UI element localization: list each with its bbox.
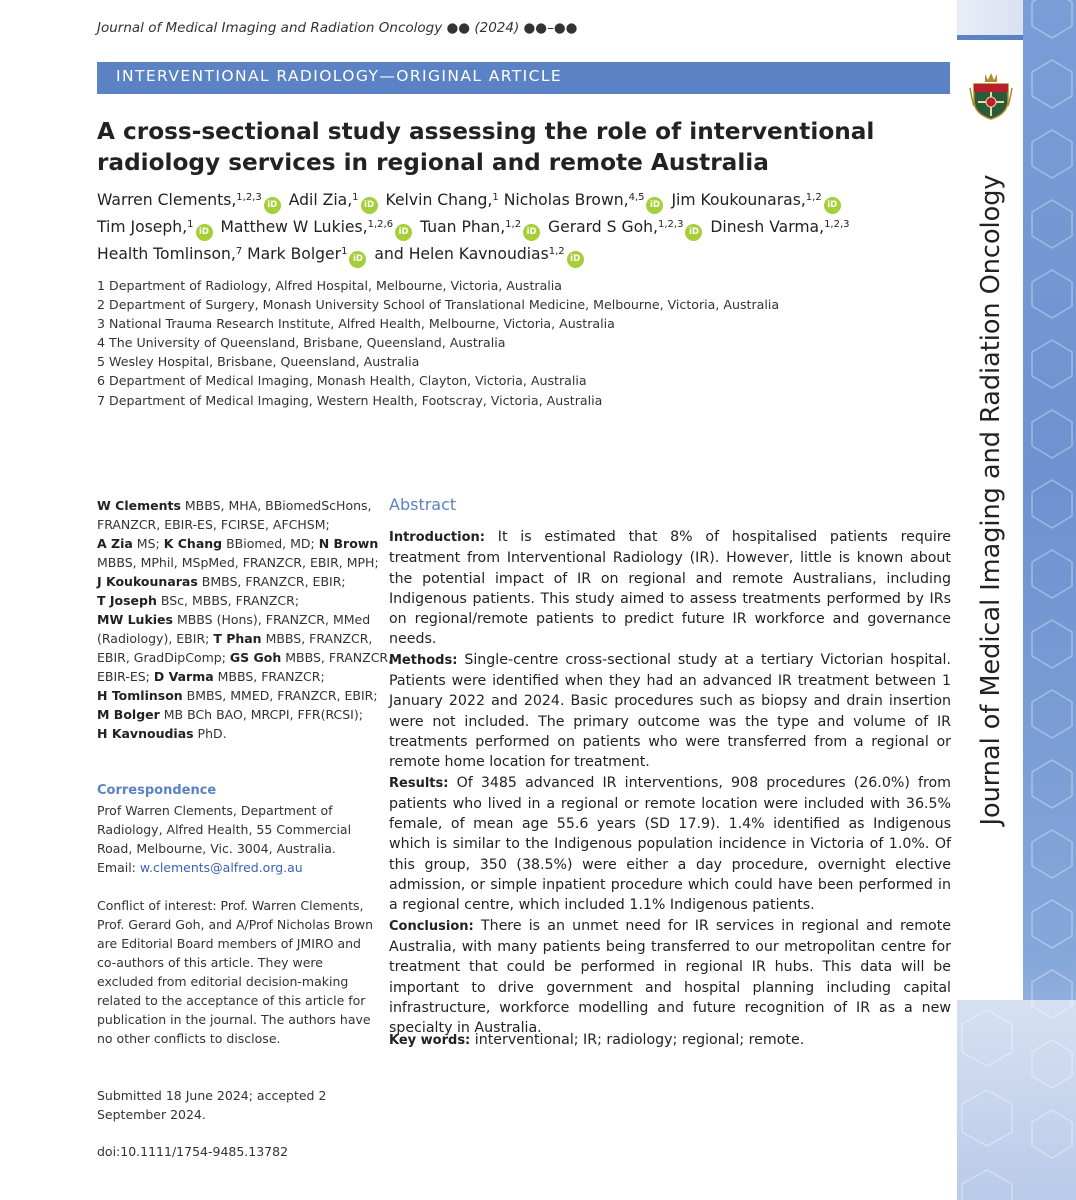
qualification-line: W Clements MBBS, MHA, BBiomedScHons, bbox=[97, 498, 372, 513]
abstract-section-label: Introduction: bbox=[389, 530, 485, 545]
submission-dates: Submitted 18 June 2024; accepted 2 September 2024. bbox=[97, 1088, 327, 1122]
affiliation: 6 Department of Medical Imaging, Monash Health, Clayton, Victoria, Australia bbox=[97, 373, 587, 389]
author: Nicholas Brown,$^{4,5}$iD bbox=[504, 191, 667, 209]
section-label-bar: INTERVENTIONAL RADIOLOGY—ORIGINAL ARTICLE bbox=[97, 62, 950, 94]
qualification-line: A Zia MS; K Chang BBiomed, MD; N Brown bbox=[97, 536, 379, 551]
abstract-body bbox=[389, 527, 951, 1038]
affiliation-list bbox=[97, 276, 957, 410]
abstract-section-label: Results: bbox=[389, 775, 449, 791]
abstract-methods: Methods: Single-centre cross-sectional study at a tertiary Victorian hospital. Patients were identified when they had an advanced IR treatment between 1 January 2022 and 2024. Basic procedures such as biopsy and drain insertion were not included. The primary outcome was the type and volume of IR treatments performed on patients who were transferred from a regional or remote home location for treatment. bbox=[389, 651, 951, 771]
article-title: A cross-sectional study assessing the role of interventional radiology services in regional and remote Australia bbox=[97, 118, 875, 176]
author: Tim Joseph,$^1$iD bbox=[97, 218, 216, 236]
qualification-line: MBBS, MPhil, MSpMed, FRANZCR, EBIR, MPH; bbox=[97, 555, 379, 570]
orcid-icon[interactable]: iD bbox=[361, 197, 378, 214]
author: Matthew W Lukies,$^{1,2,6}$iD bbox=[220, 218, 415, 236]
abstract-heading: Abstract bbox=[389, 495, 457, 514]
abstract-section-label: Methods: bbox=[389, 652, 458, 668]
orcid-icon[interactable]: iD bbox=[395, 224, 412, 241]
orcid-icon[interactable]: iD bbox=[264, 197, 281, 214]
author: Tuan Phan,$^{1,2}$iD bbox=[420, 218, 543, 236]
orcid-icon[interactable]: iD bbox=[685, 224, 702, 241]
qualification-line: FRANZCR, EBIR-ES, FCIRSE, AFCHSM; bbox=[97, 517, 330, 532]
college-crest-icon bbox=[968, 70, 1014, 120]
qualification-line: (Radiology), EBIR; T Phan MBBS, FRANZCR, bbox=[97, 631, 373, 646]
conflict-of-interest: Conflict of interest: Prof. Warren Clements, Prof. Gerard Goh, and A/Prof Nicholas Brown are Editorial Board members of JMIRO and co-authors of this article. They were excluded from editorial decision-making related to the acceptance of this article for publication in the journal. The authors have no other conflicts to disclose. bbox=[97, 898, 374, 1046]
email-label: Email: bbox=[97, 860, 136, 875]
orcid-icon[interactable]: iD bbox=[349, 251, 366, 268]
orcid-icon[interactable]: iD bbox=[196, 224, 213, 241]
abstract-introduction: Introduction: It is estimated that 8% of hospitalised patients require treatment from Interventional Radiology (IR). However, little is known about the potential impact of IR on regional and remote Australians, including Indigenous patients. This study aimed to assess treatments performed by IRs on regional/remote patients to predict future IR workforce and governance needs. bbox=[389, 529, 952, 648]
doi-link[interactable]: doi:10.1111/1754-9485.13782 bbox=[97, 1144, 289, 1159]
qualification-line: EBIR, GradDipComp; GS Goh MBBS, FRANZCR, bbox=[97, 650, 393, 665]
abstract-conclusion: Conclusion: There is an unmet need for IR services in regional and remote Australia, with many patients being transferred to our metropolitan centre for treatment that could be performed in regional IR hubs. This data will be important to drive government and hospital planning including capital infrastructure, workforce modelling and future recognition of IR as a new specialty in Australia. bbox=[389, 917, 952, 1037]
affiliation: 2 Department of Surgery, Monash University School of Translational Medicine, Melbourne, Victoria, Australia bbox=[97, 297, 780, 313]
affiliation: 5 Wesley Hospital, Brisbane, Queensland, Australia bbox=[97, 354, 420, 370]
author: Adil Zia,$^1$iD bbox=[289, 191, 381, 209]
author: Gerard S Goh,$^{1,2,3}$iD bbox=[548, 218, 705, 236]
orcid-icon[interactable]: iD bbox=[646, 197, 663, 214]
author-list bbox=[97, 187, 957, 268]
journal-sidebar-band bbox=[957, 0, 1076, 1200]
qualification-line: EBIR-ES; D Varma MBBS, FRANZCR; bbox=[97, 669, 325, 684]
qualification-line: H Kavnoudias PhD. bbox=[97, 726, 227, 741]
author: Dinesh Varma,$^{1,2,3}$ bbox=[710, 218, 850, 236]
email-link[interactable]: w.clements@alfred.org.au bbox=[139, 860, 303, 875]
author-qualifications bbox=[97, 496, 393, 743]
author: Health Tomlinson,$^7$ bbox=[97, 245, 243, 263]
author: Warren Clements,$^{1,2,3}$iD bbox=[97, 191, 284, 209]
affiliation: 7 Department of Medical Imaging, Western Health, Footscray, Victoria, Australia bbox=[97, 392, 603, 408]
qualification-line: J Koukounaras BMBS, FRANZCR, EBIR; bbox=[97, 574, 346, 589]
abstract-section-label: Conclusion: bbox=[389, 918, 474, 934]
author: Mark Bolger$^1$iD bbox=[247, 245, 369, 263]
abstract-results: Results: Of 3485 advanced IR interventions, 908 procedures (26.0%) from patients who lived in a regional or remote location were included with 36.5% female, of mean age 55.6 years (SD 17.9). 1.4% identified as Indigenous which is similar to the Indigenous population incidence in Victoria of 1.0%. Of this group, 350 (38.5%) were either a day procedure, overnight elective admission, or simple inpatient procedure which could have been performed in a regional centre, which included 1.1% Indigenous patients. bbox=[389, 774, 951, 914]
orcid-icon[interactable]: iD bbox=[824, 197, 841, 214]
qualification-line: H Tomlinson BMBS, MMED, FRANZCR, EBIR; bbox=[97, 688, 378, 703]
affiliation: 1 Department of Radiology, Alfred Hospital, Melbourne, Victoria, Australia bbox=[97, 278, 562, 293]
qualification-line: MW Lukies MBBS (Hons), FRANZCR, MMed bbox=[97, 612, 371, 627]
keywords-text: interventional; IR; radiology; regional; remote. bbox=[474, 1032, 805, 1048]
keywords bbox=[389, 1032, 804, 1048]
correspondence-heading: Correspondence bbox=[97, 783, 217, 798]
keywords-label: Key words: bbox=[389, 1033, 471, 1048]
author: Kelvin Chang,$^1$ bbox=[385, 191, 499, 209]
affiliation: 3 National Trauma Research Institute, Alfred Health, Melbourne, Victoria, Australia bbox=[97, 316, 615, 332]
author: Jim Koukounaras,$^{1,2}$iD bbox=[671, 191, 843, 209]
journal-header: Journal of Medical Imaging and Radiation Oncology ●● (2024) ●●–●● bbox=[97, 20, 578, 36]
orcid-icon[interactable]: iD bbox=[523, 224, 540, 241]
orcid-icon[interactable]: iD bbox=[567, 251, 584, 268]
hexagon-pattern bbox=[957, 0, 1076, 1200]
affiliation: 4 The University of Queensland, Brisbane, Queensland, Australia bbox=[97, 335, 506, 351]
qualification-line: T Joseph BSc, MBBS, FRANZCR; bbox=[97, 593, 300, 608]
qualification-line: M Bolger MB BCh BAO, MRCPI, FFR(RCSI); bbox=[97, 707, 363, 722]
correspondence-text bbox=[97, 801, 377, 877]
author: and Helen Kavnoudias$^{1,2}$iD bbox=[374, 245, 586, 263]
vertical-journal-title: Journal of Medical Imaging and Radiation Oncology bbox=[976, 174, 1006, 826]
correspondence-address: Prof Warren Clements, Department of Radiology, Alfred Health, 55 Commercial Road, Melbourne, Vic. 3004, Australia. bbox=[97, 803, 352, 856]
